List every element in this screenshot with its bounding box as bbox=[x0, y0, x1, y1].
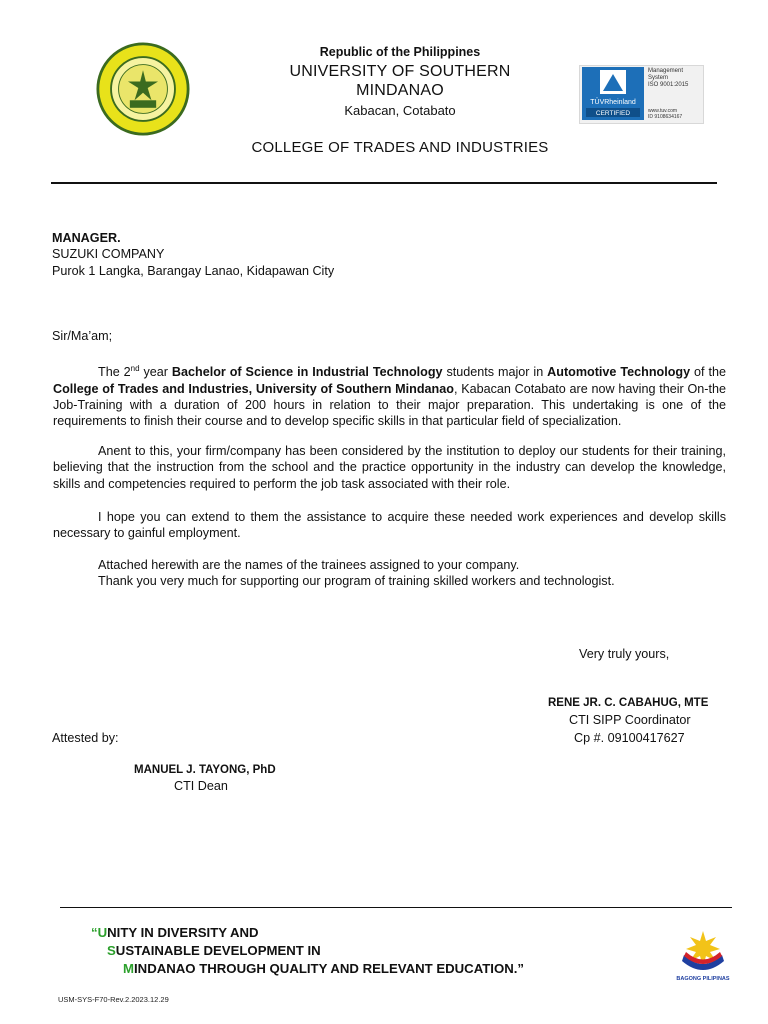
cert-brand: TÜVRheinland bbox=[590, 99, 636, 106]
tuv-logo-icon bbox=[582, 67, 644, 120]
university-name-line1: UNIVERSITY OF SOUTHERN bbox=[289, 63, 511, 80]
university-name-line2: MINDANAO bbox=[356, 82, 444, 99]
motto-line-2: SUSTAINABLE DEVELOPMENT IN bbox=[107, 943, 321, 958]
recipient-address: Purok 1 Langka, Barangay Lanao, Kidapawan City bbox=[52, 264, 335, 278]
cert-id: ID 9108634167 bbox=[648, 114, 683, 120]
salutation: Sir/Ma’am; bbox=[52, 329, 113, 343]
paragraph-4-line-2: Thank you very much for supporting our program of training skilled workers and technologist. bbox=[98, 574, 615, 588]
bagong-pilipinas-logo-icon bbox=[672, 925, 734, 983]
recipient-company: SUZUKI COMPANY bbox=[52, 247, 165, 261]
college-name: COLLEGE OF TRADES AND INDUSTRIES bbox=[251, 139, 549, 156]
header-divider bbox=[51, 182, 717, 184]
motto-line-1: “UNITY IN DIVERSITY AND bbox=[91, 925, 259, 940]
dean-name: MANUEL J. TAYONG, PhD bbox=[134, 764, 276, 776]
dean-position: CTI Dean bbox=[174, 779, 228, 793]
footer-divider bbox=[60, 907, 732, 908]
bagong-pilipinas-label: BAGONG PILIPINAS bbox=[676, 976, 730, 982]
closing: Very truly yours, bbox=[579, 647, 670, 661]
iso-certification-badge bbox=[579, 65, 704, 124]
form-code: USM-SYS-F70-Rev.2.2023.12.29 bbox=[58, 995, 169, 1004]
signatory-name: RENE JR. C. CABAHUG, MTE bbox=[548, 697, 709, 709]
cert-line-3: ISO 9001:2015 bbox=[648, 82, 689, 88]
paragraph-2: Anent to this, your firm/company has been considered by the institution to deploy our students for their training, believing that the instruction from the school and the practice opportunity in the industry can develop the knowledge, skills and competencies required to perform the job task associated with their role. bbox=[53, 444, 726, 491]
recipient-title: MANAGER. bbox=[52, 231, 121, 245]
cert-line-2: System bbox=[648, 75, 669, 81]
paragraph-3: I hope you can extend to them the assistance to acquire these needed work experiences and develop skills necessary to gainful employment. bbox=[53, 510, 726, 541]
university-seal-icon bbox=[96, 42, 190, 136]
motto-line-3: MINDANAO THROUGH QUALITY AND RELEVANT EDUCATION.” bbox=[123, 961, 525, 976]
cert-badge-label: CERTIFIED bbox=[595, 110, 631, 117]
paragraph-4-line-1: Attached herewith are the names of the trainees assigned to your company. bbox=[98, 558, 520, 572]
signatory-position: CTI SIPP Coordinator bbox=[569, 713, 691, 727]
republic-heading: Republic of the Philippines bbox=[319, 45, 481, 59]
cert-url: www.tuv.com bbox=[648, 108, 678, 114]
paragraph-1: The 2nd year Bachelor of Science in Industrial Technology students major in Automotive Technology of the College of Trades and Industries, University of Southern Mindanao, Kabacan Cotabato are now having their On-the Job-Training with a duration of 200 hours in relation to their major preparation. This undertaking is one of the requirements to finish their course and to develop specific skills in that particular field of specialization. bbox=[53, 364, 726, 429]
university-location: Kabacan, Cotabato bbox=[344, 103, 456, 118]
signatory-contact: Cp #. 09100417627 bbox=[574, 731, 685, 745]
attested-label: Attested by: bbox=[52, 731, 119, 745]
cert-line-1: Management bbox=[648, 68, 684, 74]
